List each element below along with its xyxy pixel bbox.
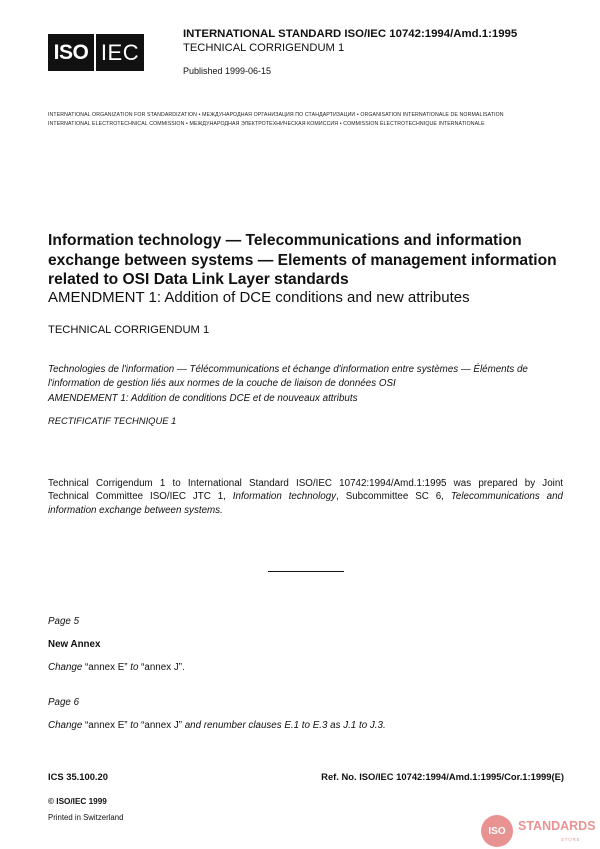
paragraph-line-2: Technical Committee ISO/IEC JTC 1, Information technology, Subcommittee SC 6, Telecommunications and — [48, 491, 564, 503]
page5-label: Page 5 — [48, 616, 80, 627]
watermark-subtext: STORE — [561, 837, 581, 842]
org-line-iec: INTERNATIONAL ELECTROTECHNICAL COMMISSION • МЕЖДУНАРОДНАЯ ЭЛЕКТРОТЕХНИЧЕСКАЯ КОМИССИЯ • COMMISSION ÉLECTROTECHNIQUE INTERNATIONALE — [48, 121, 485, 127]
committee-name: Information technology — [232, 491, 337, 503]
change-instruction-1: Change “annex E” to “annex J”. — [48, 662, 185, 673]
section-divider — [268, 571, 344, 572]
french-amendment: AMENDEMENT 1: Addition de conditions DCE et de nouveaux attributs — [48, 393, 358, 404]
logo-iec-text: IEC — [96, 34, 144, 71]
standard-subtitle: TECHNICAL CORRIGENDUM 1 — [183, 42, 345, 54]
logo-iso-text: ISO — [48, 34, 94, 71]
new-annex-heading: New Annex — [48, 639, 101, 650]
standard-title: INTERNATIONAL STANDARD ISO/IEC 10742:1994/Amd.1:1995 — [183, 28, 518, 40]
subcommittee-name-start: Telecommunications and — [450, 491, 564, 503]
corrigendum-label: TECHNICAL CORRIGENDUM 1 — [48, 324, 210, 336]
preparation-paragraph — [48, 477, 563, 517]
standards-store-watermark — [481, 813, 596, 849]
document-title: Information technology — Telecommunications and information exchange between systems — Elements of management information related to OSI Data Link Layer standards — [48, 232, 557, 288]
paragraph-line-1: Technical Corrigendum 1 to International Standard ISO/IEC 10742:1994/Amd.1:1995 was prepared by Joint — [48, 478, 563, 489]
org-line-iso: INTERNATIONAL ORGANIZATION FOR STANDARDIZATION • МЕЖДУНАРОДНАЯ ОРГАНИЗАЦИЯ ПО СТАНДАРТИЗАЦИИ • ORGANISATION INTERNATIONALE DE NORMALISATION — [48, 112, 504, 118]
printed-location: Printed in Switzerland — [48, 813, 124, 822]
reference-number: Ref. No. ISO/IEC 10742:1994/Amd.1:1995/Cor.1:1999(E) — [321, 771, 564, 782]
iso-iec-logo — [48, 34, 144, 71]
watermark-badge-icon: ISO — [481, 815, 513, 847]
french-title: Technologies de l'information — Télécommunications et échange d'information entre systèmes — Éléments de l'information de gestion liés aux normes de la couche de liaison de données OSI — [48, 364, 528, 389]
page6-label: Page 6 — [48, 697, 80, 708]
change-instruction-2: Change “annex E” to “annex J” and renumber clauses E.1 to E.3 as J.1 to J.3. — [48, 720, 386, 731]
watermark-text: STANDARDS — [518, 819, 596, 833]
paragraph-line-3: information exchange between systems. — [48, 504, 223, 516]
amendment-title: AMENDMENT 1: Addition of DCE conditions and new attributes — [48, 289, 470, 306]
ics-code: ICS 35.100.20 — [48, 771, 108, 782]
copyright-notice: © ISO/IEC 1999 — [48, 797, 107, 806]
published-date: Published 1999-06-15 — [183, 66, 272, 76]
french-corrigendum: RECTIFICATIF TECHNIQUE 1 — [48, 415, 177, 426]
